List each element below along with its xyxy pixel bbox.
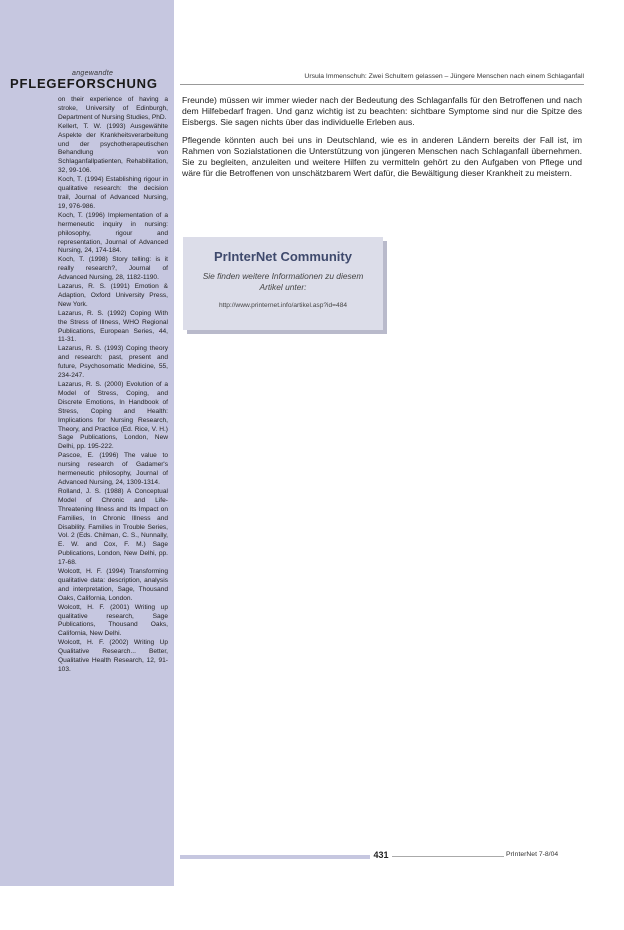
reference-item (58, 123, 168, 176)
logo-tagline: angewandte (72, 70, 114, 77)
body-paragraph: Freunde) müssen wir immer wieder nach der Bedeutung des Schlaganfalls für den Betroffenen und nach dem Hilfebedarf fragen. Und ganz wichtig ist zu beachten: sichtbare Symptome sind nur die Spitze des Eisbergs. Sie sagen nichts über das individuelle Erleben aus. (182, 95, 582, 127)
page-number: 431 (373, 850, 389, 860)
header-rule (180, 84, 584, 85)
reference-text: Kellert, T. W. (1993) Ausgewählte Aspekte der Krankheitsverarbeitung und der psychotherapeutischen Behandlung von Schlaganfallpatienten, Rehabilitation, 32, 99-106. (58, 122, 168, 175)
reference-item (58, 381, 168, 452)
footer-rule (392, 856, 504, 857)
printernet-info-box (183, 237, 383, 330)
reference-text: Rolland, J. S. (1988) A Conceptual Model of Chronic and Life-Threatening Illness and Its Impact on Families, In Chronic Illness and Disability. Families in Trouble Series, Vol. 2 (Eds. Chilman, C. S., Nunnally, E. W. and Cox, F. M.) Sage Publications, London, New Delhi, pp. 17-68. (58, 487, 168, 567)
reference-text: Koch, T. (1994) Establishing rigour in qualitative research: the decision trail, Journal of Advanced Nursing, 19, 976-986. (58, 176, 168, 210)
info-box-link[interactable]: http://www.printernet.info/artikel.asp?id=484 (218, 302, 348, 309)
info-box-subtitle: Sie finden weitere Informationen zu diesem Artikel unter: (202, 271, 364, 292)
reference-item (58, 256, 168, 283)
info-box-title: PrInterNet Community (214, 249, 352, 264)
journal-issue: PrInterNet 7-8/04 (506, 851, 559, 858)
reference-text: Koch, T. (1996) Implementation of a hermeneutic inquiry in nursing: philosophy, rigour and representation, Journal of Advanced Nursing, 24, 174-184. (58, 211, 168, 255)
reference-item (58, 488, 168, 568)
reference-item (58, 568, 168, 604)
reference-text: Wolcott, H. F. (2001) Writing up qualitative research, Sage Publications, Thousand Oaks, California, New Delhi. (58, 603, 168, 638)
reference-text: Wolcott, H. F. (2002) Writing Up Qualitative Research... Better, Qualitative Health Research, 12, 91-103. (58, 639, 168, 673)
journal-logo (10, 70, 180, 92)
reference-text: Pascoe, E. (1996) The value to nursing research of Gadamer's hermeneutic philosophy, Journal of Advanced Nursing, 24, 1309-1314. (58, 452, 168, 486)
logo-title: PFLEGEFORSCHUNG (10, 76, 158, 91)
reference-text: Koch, T. (1998) Story telling: is it really research?, Journal of Advanced Nursing, 28, 1182-1190. (58, 256, 168, 282)
reference-item (58, 283, 168, 310)
reference-text: Wolcott, H. F. (1994) Transforming qualitative data: description, analysis and interpretation, Sage, Thousand Oaks, California, London. (58, 568, 168, 602)
reference-item (58, 604, 168, 640)
reference-item (58, 639, 168, 675)
reference-item (58, 176, 168, 212)
reference-item (58, 452, 168, 488)
reference-text: Lazarus, R. S. (1991) Emotion & Adaption, Oxford University Press, New York. (58, 283, 168, 308)
footer-bar (180, 855, 370, 859)
reference-item (58, 310, 168, 346)
reference-item (58, 212, 168, 257)
reference-list (58, 96, 168, 675)
running-head: Ursula Immenschuh: Zwei Schultern gelassen – Jüngere Menschen nach einem Schlaganfall (304, 73, 584, 80)
reference-item (58, 345, 168, 381)
reference-text: Lazarus, R. S. (1992) Coping With the Stress of Illness, WHO Regional Publications, European Series, 44, 11-31. (58, 309, 168, 344)
reference-item (58, 96, 168, 123)
body-paragraph: Pflegende könnten auch bei uns in Deutschland, wie es in anderen Ländern bereits der Fall ist, im Rahmen von Sozialstationen die Unterstützung von jüngeren Menschen nach Schlaganfall übernehmen. Sie zu begleiten, anzuleiten und weitere Hilfen zu vermitteln gehört zu den Aufgaben von Pflege und wäre für die Betroffenen von unschätzbarem Wert dafür, die Bewältigung dieser Krankheit zu meistern. (182, 135, 582, 178)
reference-text: on their experience of having a stroke, University of Edinburgh, Department of Nursing Studies, PhD. (58, 96, 168, 121)
article-body (182, 95, 582, 186)
reference-text: Lazarus, R. S. (1993) Coping theory and research: past, present and future, Psychosomatic Medicine, 55, 234-247. (58, 345, 168, 380)
reference-text: Lazarus, R. S. (2000) Evolution of a Model of Stress, Coping, and Discrete Emotions, In Handbook of Stress, Coping and Health: Implications for Nursing Research, Theory, and Practice (Ed. Rice, V. H.) Sage Publications, London, New Delhi, pp. 195-222. (58, 381, 168, 451)
